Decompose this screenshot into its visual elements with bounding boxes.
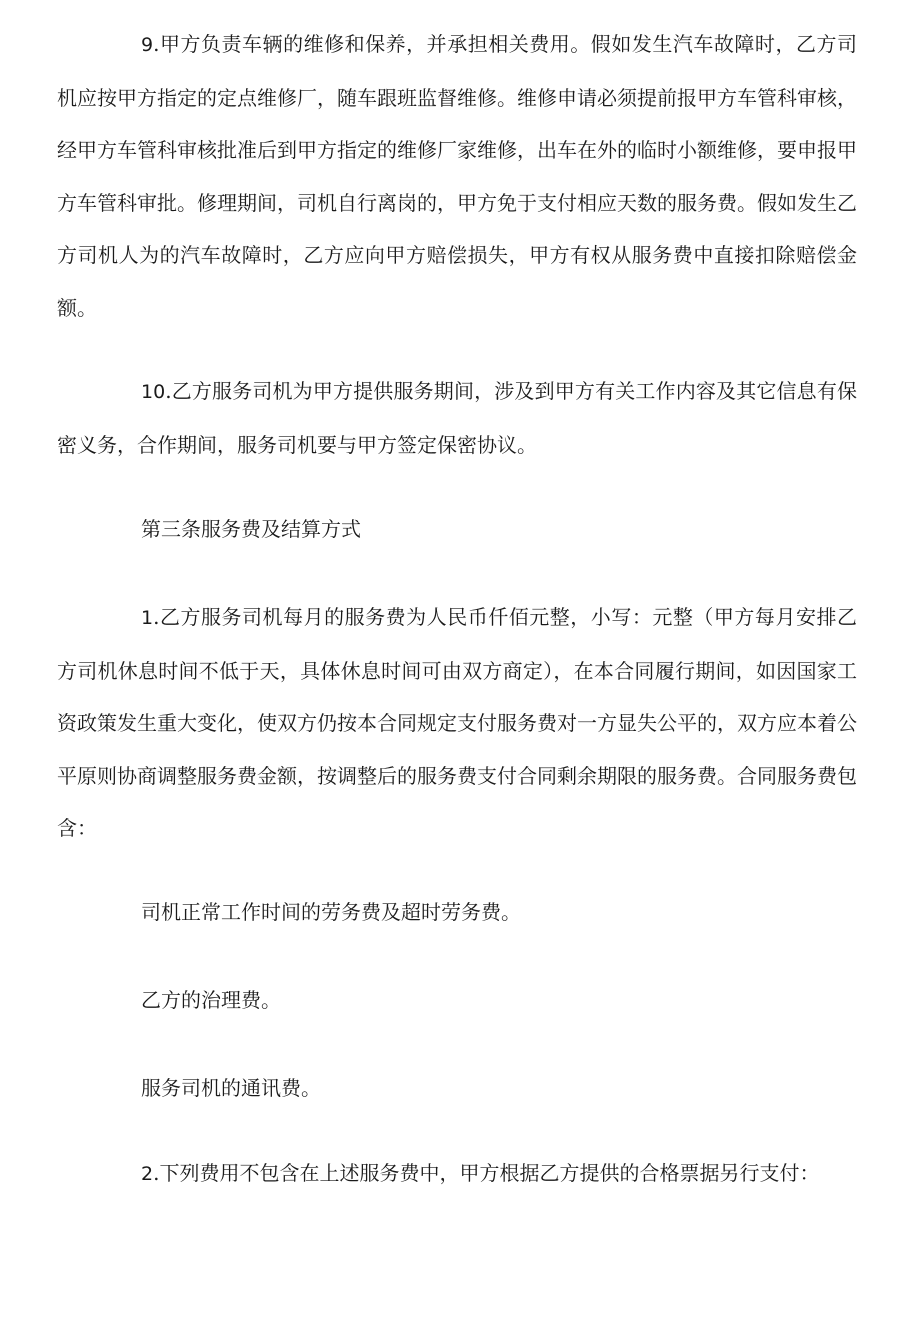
clause-10-paragraph [57, 365, 857, 471]
article-3-item-1-paragraph [57, 591, 857, 855]
clause-9-paragraph [57, 18, 857, 334]
fee-item-text: 服务司机的通讯费。 [141, 1076, 321, 1100]
clause-number: 10 [141, 381, 166, 403]
item-text: .下列费用不包含在上述服务费中，甲方根据乙方提供的合格票据另行支付： [153, 1161, 820, 1185]
article-heading [57, 503, 857, 556]
item-number: 1 [141, 607, 154, 629]
fee-item-text: 乙方的治理费。 [141, 988, 281, 1012]
clause-text: .甲方负责车辆的维修和保养，并承担相关费用。假如发生汽车故障时，乙方司机应按甲方指定的定点维修厂，随车跟班监督维修。维修申请必须提前报甲方车管科审核，经甲方车管科审核批准后到甲方指定的维修厂家维修，出车在外的临时小额维修，要申报甲方车管科审批。修理期间，司机自行离岗的，甲方免于支付相应天数的服务费。假如发生乙方司机人为的汽车故障时，乙方应向甲方赔偿损失，甲方有权从服务费中直接扣除赔偿金额。 [57, 32, 857, 320]
fee-item-text: 司机正常工作时间的劳务费及超时劳务费。 [141, 900, 521, 924]
fee-item-labor-paragraph [57, 886, 857, 939]
clause-number: 9 [141, 34, 154, 56]
clause-text: .乙方服务司机为甲方提供服务期间，涉及到甲方有关工作内容及其它信息有保密义务，合作期间，服务司机要与甲方签定保密协议。 [57, 379, 857, 457]
fee-item-management-paragraph [57, 974, 857, 1027]
item-text: .乙方服务司机每月的服务费为人民币仟佰元整，小写：元整（甲方每月安排乙方司机休息时间不低于天，具体休息时间可由双方商定），在本合同履行期间，如因国家工资政策发生重大变化，使双方仍按本合同规定支付服务费对一方显失公平的，双方应本着公平原则协商调整服务费金额，按调整后的服务费支付合同剩余期限的服务费。合同服务费包含： [57, 605, 857, 840]
article-3-item-2-paragraph [57, 1147, 857, 1201]
item-number: 2 [141, 1163, 154, 1185]
fee-item-communication-paragraph [57, 1062, 857, 1115]
article-heading-text: 第三条服务费及结算方式 [141, 517, 361, 541]
